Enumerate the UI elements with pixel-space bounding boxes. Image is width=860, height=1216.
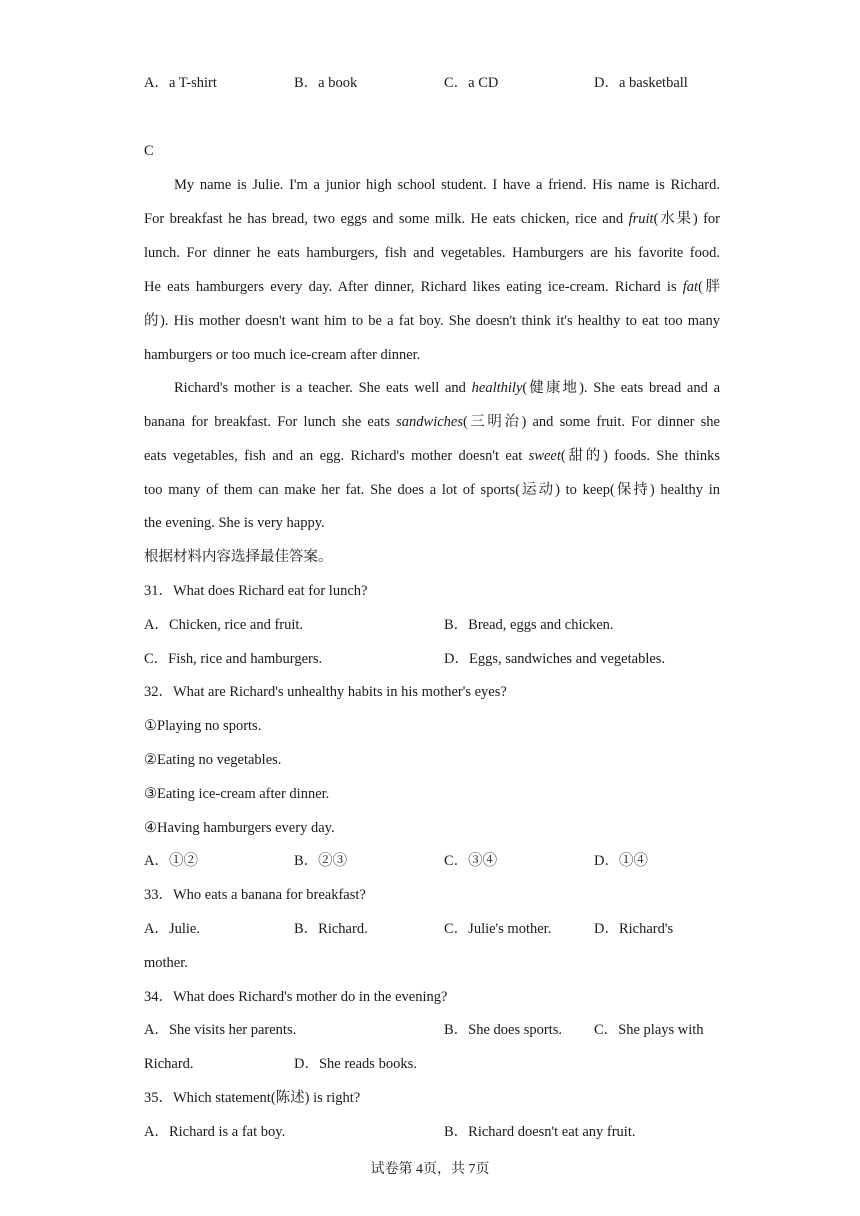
top-option-c: C．a CD [444,75,499,91]
q32-item-4: ④Having hamburgers every day. [144,820,335,836]
passage-p2-line3: eats vegetables, fish and an egg. Richard's mother doesn't eat sweet(甜的) foods. She thinks [144,448,720,464]
instruction: 根据材料内容选择最佳答案。 [144,549,333,565]
passage-p2-line4: too many of them can make her fat. She does a lot of sports(运动) to keep(保持) healthy in [144,482,720,498]
passage-p1-line5: 的). His mother doesn't want him to be a fat boy. She doesn't think it's healthy to eat too many [144,313,720,329]
q34-option-b: B．She does sports. [444,1022,563,1038]
passage-p2-line5: the evening. She is very happy. [144,515,325,531]
q32-item-1: ①Playing no sports. [144,718,262,734]
q34-option-a: A．She visits her parents. [144,1022,297,1038]
q31-stem: 31．What does Richard eat for lunch? [144,583,368,599]
q31-option-b: B．Bread, eggs and chicken. [444,617,614,633]
q32-option-c: C．③④ [444,853,498,869]
passage-p1-line6: hamburgers or too much ice-cream after dinner. [144,347,421,363]
q32-option-a: A．①② [144,853,198,869]
q34-option-c-continued: Richard. [144,1056,194,1072]
passage-p1-line3: lunch. For dinner he eats hamburgers, fish and vegetables. Hamburgers are his favorite food. [144,245,720,261]
passage-p2-line2: banana for breakfast. For lunch she eats sandwiches(三明治) and some fruit. For dinner she [144,414,720,430]
section-label: C [144,143,154,159]
page-footer: 试卷第 4页，共 7页 [370,1162,490,1177]
top-option-d: D．a basketball [594,75,688,91]
passage-p1-line2: For breakfast he has bread, two eggs and some milk. He eats chicken, rice and fruit(水果) for [144,211,720,227]
q32-stem: 32．What are Richard's unhealthy habits in his mother's eyes? [144,684,507,700]
q32-item-2: ②Eating no vegetables. [144,752,282,768]
q32-option-d: D．①④ [594,853,648,869]
passage-p1-line4: He eats hamburgers every day. After dinner, Richard likes eating ice-cream. Richard is fat(胖 [144,279,720,295]
q34-option-c: C．She plays with [594,1022,704,1038]
q31-option-a: A．Chicken, rice and fruit. [144,617,304,633]
q35-option-b: B．Richard doesn't eat any fruit. [444,1124,636,1140]
passage-p2-line1: Richard's mother is a teacher. She eats well and healthily(健康地). She eats bread and a [174,380,720,396]
q33-option-d-continued: mother. [144,955,188,971]
q32-option-b: B．②③ [294,853,348,869]
q33-option-d: D．Richard's [594,921,674,937]
q34-option-d: D．She reads books. [294,1056,417,1072]
q34-stem: 34．What does Richard's mother do in the evening? [144,989,448,1005]
q35-option-a: A．Richard is a fat boy. [144,1124,286,1140]
q33-option-b: B．Richard. [294,921,368,937]
passage-p1-line1: My name is Julie. I'm a junior high school student. I have a friend. His name is Richard. [174,177,720,193]
q32-item-3: ③Eating ice-cream after dinner. [144,786,330,802]
q33-stem: 33．Who eats a banana for breakfast? [144,887,366,903]
q31-option-c: C．Fish, rice and hamburgers. [144,651,323,667]
q33-option-c: C．Julie's mother. [444,921,552,937]
top-option-b: B．a book [294,75,358,91]
top-option-a: A．a T-shirt [144,75,217,91]
q31-option-d: D．Eggs, sandwiches and vegetables. [444,651,666,667]
q35-stem: 35．Which statement(陈述) is right? [144,1090,361,1106]
q33-option-a: A．Julie. [144,921,200,937]
